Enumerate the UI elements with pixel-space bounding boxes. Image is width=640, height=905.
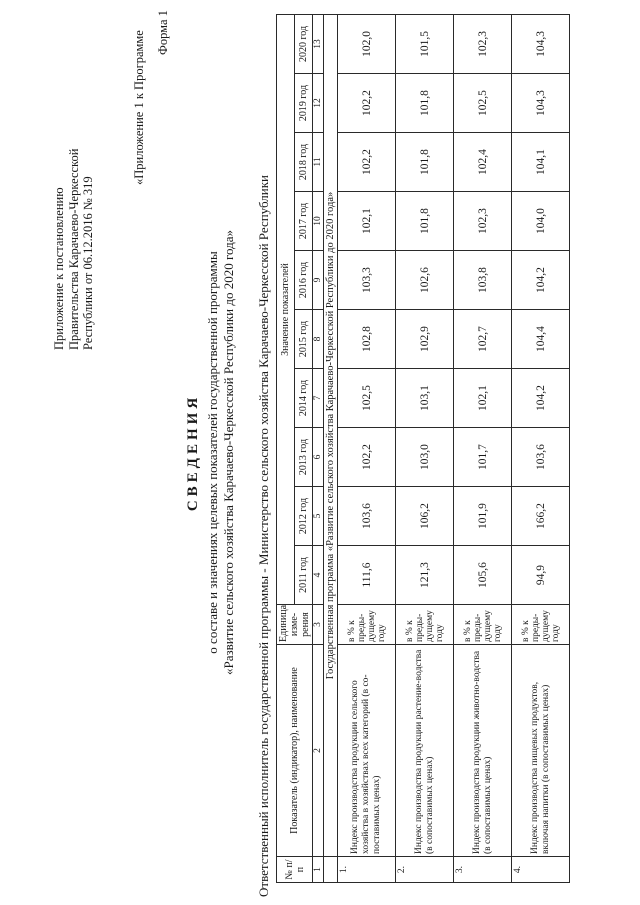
indicator-value: 102,2 [338,133,396,192]
table-row [512,14,570,882]
year-header: 2011 год [295,546,313,605]
indicator-value: 102,2 [338,74,396,133]
year-header: 2013 год [295,428,313,487]
table-row [396,14,454,882]
indicator-value: 102,1 [454,369,512,428]
responsible-executor: Ответственный исполнитель государственной программы - Министерство сельского хозяйства Карачаево-Черкесской Республики [256,174,271,897]
column-number: 3 [313,605,324,645]
indicator-value: 104,0 [512,192,570,251]
year-header: 2018 год [295,133,313,192]
indicator-value: 104,4 [512,310,570,369]
row-number: 1. [338,857,396,883]
indicator-value: 104,3 [512,14,570,73]
indicator-unit: в % к преды-дущему году [454,605,512,645]
col-header-no: № п/п [277,857,313,883]
row-number: 4. [512,857,570,883]
indicator-value: 101,8 [396,133,454,192]
table-row [454,14,512,882]
appendix-reference: «Приложение 1 к Программе [132,30,146,185]
column-number: 13 [313,14,324,73]
year-header: 2020 год [295,14,313,73]
indicator-value: 102,0 [338,14,396,73]
indicator-name: Индекс производства продукции животно-водства (в сопоставимых ценах) [454,645,512,857]
indicator-value: 103,1 [396,369,454,428]
indicator-value: 166,2 [512,487,570,546]
indicator-name: Индекс производства продукции сельского хозяйства в хозяйствах всех категорий (в со-поставимых ценах) [338,645,396,857]
column-number: 12 [313,74,324,133]
year-header: 2014 год [295,369,313,428]
row-number: 3. [454,857,512,883]
indicator-value: 103,8 [454,251,512,310]
column-number: 2 [313,645,324,857]
indicator-unit: в % к преды-дущему году [512,605,570,645]
row-number: 2. [396,857,454,883]
indicator-value: 102,5 [338,369,396,428]
indicator-value: 104,1 [512,133,570,192]
indicator-value: 103,0 [396,428,454,487]
year-header: 2016 год [295,251,313,310]
indicator-value: 101,8 [396,192,454,251]
indicator-value: 102,8 [338,310,396,369]
indicator-value: 103,6 [338,487,396,546]
indicator-value: 103,6 [512,428,570,487]
indicator-value: 104,2 [512,251,570,310]
col-header-unit: Единица изме-рения [277,605,313,645]
year-header: 2019 год [295,74,313,133]
indicator-unit: в % к преды-дущему году [338,605,396,645]
indicator-name: Индекс производства пищевых продуктов, включая напитки (в сопоставимых ценах) [512,645,570,857]
indicator-value: 102,3 [454,192,512,251]
title-line-1: о составе и значениях целевых показателей государственной программы [205,251,220,654]
program-section-title: Государственная программа «Развитие сельского хозяйства Карачаево-Черкесской Республики до 2020 года» [324,14,338,856]
indicator-value: 103,3 [338,251,396,310]
column-number: 10 [313,192,324,251]
column-number: 7 [313,369,324,428]
indicator-value: 111,6 [338,546,396,605]
indicator-unit: в % к преды-дущему году [396,605,454,645]
indicator-value: 102,1 [338,192,396,251]
table-row [338,14,396,882]
indicator-value: 105,6 [454,546,512,605]
column-number: 9 [313,251,324,310]
form-label: Форма 1 [156,10,170,55]
indicator-value: 102,9 [396,310,454,369]
header-line-3: Республики от 06.12.2016 № 319 [81,176,95,350]
resolution-header [52,149,96,350]
year-header: 2012 год [295,487,313,546]
indicator-name: Индекс производства продукции растение-водства (в сопоставимых ценах) [396,645,454,857]
column-number: 6 [313,428,324,487]
column-number: 8 [313,310,324,369]
document-heading: СВЕДЕНИЯ [185,393,201,512]
indicator-value: 106,2 [396,487,454,546]
header-row-1 [277,14,295,882]
header-line-2: Правительства Карачаево-Черкесской [66,148,81,350]
indicator-value: 94,9 [512,546,570,605]
indicator-value: 102,4 [454,133,512,192]
indicator-value: 101,5 [396,14,454,73]
indicator-value: 102,7 [454,310,512,369]
indicator-value: 104,2 [512,369,570,428]
column-number-row [313,14,324,882]
year-header: 2017 год [295,192,313,251]
indicator-value: 104,3 [512,74,570,133]
column-number: 11 [313,133,324,192]
indicator-value: 101,8 [396,74,454,133]
indicator-value: 102,2 [338,428,396,487]
indicator-value: 121,3 [396,546,454,605]
title-line-2: «Развитие сельского хозяйства Карачаево-Черкесской Республики до 2020 года» [221,230,236,675]
indicator-value: 101,7 [454,428,512,487]
col-header-values: Значение показателей [277,14,295,604]
indicator-value: 101,9 [454,487,512,546]
header-line-1: Приложение к постановлению [52,187,66,350]
indicator-value: 102,5 [454,74,512,133]
column-number: 1 [313,857,324,883]
indicator-value: 102,6 [396,251,454,310]
section-row [324,14,338,882]
column-number: 5 [313,487,324,546]
indicators-table [276,14,570,883]
column-number: 4 [313,546,324,605]
indicator-value: 102,3 [454,14,512,73]
col-header-name: Показатель (индикатор), наименование [277,645,313,857]
year-header: 2015 год [295,310,313,369]
